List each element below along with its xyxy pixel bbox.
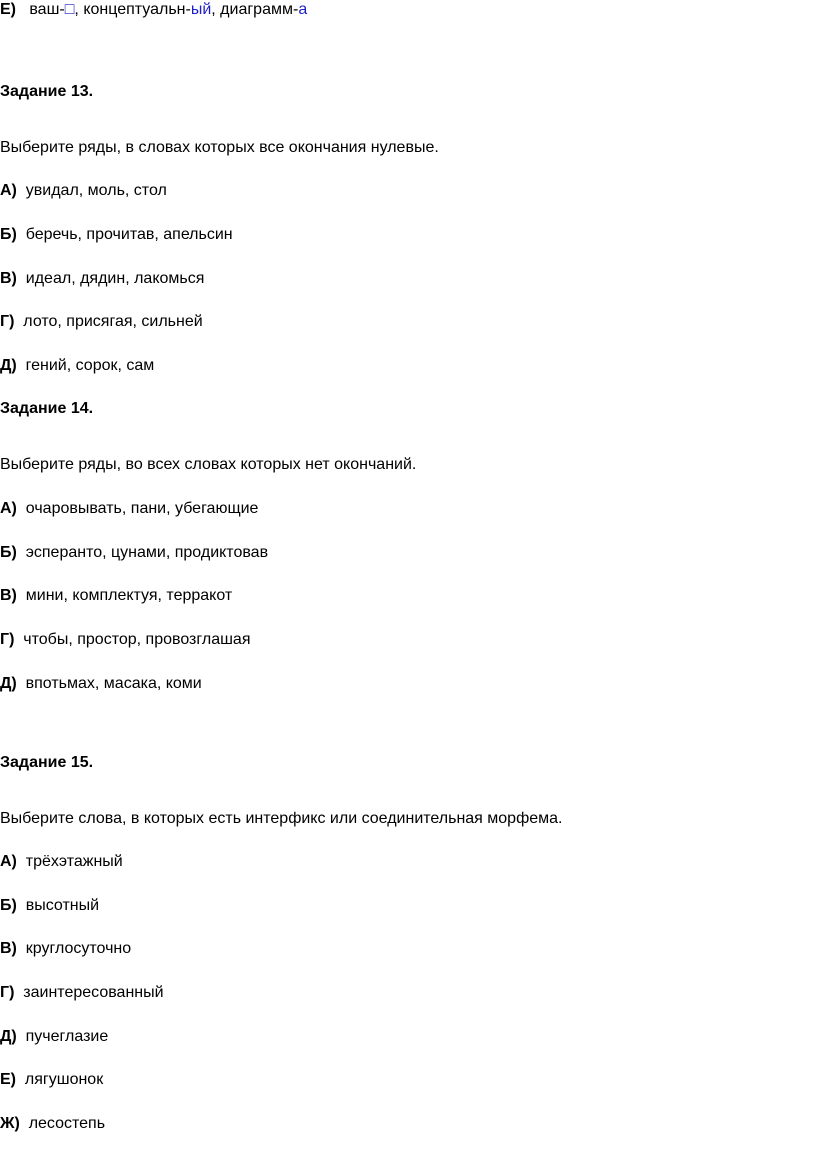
task-13-option [0,269,204,289]
task-13-option [0,356,154,376]
task-15-option [0,1027,108,1047]
option-letter: Г) [0,984,15,1001]
option-letter: Е) [0,1,16,18]
task-15-title: Задание 15. [0,754,94,771]
option-text: пучеглазие [25,1028,109,1045]
task-15-question: Выберите слова, в которых есть интерфикс или соединительная морфема. [0,810,563,827]
option-text: лесостепь [28,1115,106,1132]
separator: , [211,1,221,18]
option-letter: Б) [0,897,17,914]
task-14-title: Задание 14. [0,400,94,417]
task-14-option [0,586,232,606]
task-14-option [0,543,268,563]
separator: , [74,1,84,18]
option-letter: Б) [0,544,17,561]
word-stem: концептуальн- [83,1,191,18]
option-letter: Д) [0,675,17,692]
word-ending: □ [64,1,75,18]
option-letter: Ж) [0,1115,20,1132]
option-text: впотьмах, масака, коми [25,675,202,692]
task-15-option [0,1070,103,1090]
option-text: мини, комплектуя, терракот [25,587,233,604]
task-15-option [0,939,131,959]
option-letter: Е) [0,1071,16,1088]
task-14-option [0,499,258,519]
option-text: гений, сорок, сам [25,357,155,374]
option-text: высотный [25,897,100,914]
option-text: трёхэтажный [25,853,123,870]
option-letter: Д) [0,1028,17,1045]
task-15-option [0,896,99,916]
word-ending: ый [190,1,212,18]
option-text: круглосуточно [25,940,132,957]
task-15-option [0,1114,105,1134]
top-option-line [0,0,307,20]
option-text: идеал, дядин, лакомься [25,270,205,287]
option-text: лото, присягая, сильней [23,313,203,330]
task-14-option [0,674,202,694]
task-13-option [0,312,203,332]
option-letter: В) [0,940,17,957]
option-letter: Г) [0,313,15,330]
option-letter: Д) [0,357,17,374]
option-text: беречь, прочитав, апельсин [25,226,233,243]
option-letter: А) [0,853,17,870]
option-letter: Г) [0,631,15,648]
word-stem: диаграмм- [220,1,299,18]
task-13-option [0,225,233,245]
option-text: заинтересованный [23,984,164,1001]
option-text: лягушонок [24,1071,104,1088]
option-letter: А) [0,500,17,517]
task-15-option [0,983,164,1003]
option-text: чтобы, простор, провозглашая [23,631,251,648]
option-text: эсперанто, цунами, продиктовав [25,544,269,561]
word-ending: а [298,1,308,18]
word-stem: ваш- [29,1,65,18]
task-15-option [0,852,123,872]
task-14-question: Выберите ряды, во всех словах которых нет окончаний. [0,456,417,473]
task-14-option [0,630,250,650]
task-13-option [0,181,167,201]
task-13-title: Задание 13. [0,83,94,100]
option-letter: Б) [0,226,17,243]
option-text: очаровывать, пани, убегающие [25,500,259,517]
option-text: увидал, моль, стол [25,182,167,199]
option-letter: В) [0,587,17,604]
option-letter: В) [0,270,17,287]
option-letter: А) [0,182,17,199]
task-13-question: Выберите ряды, в словах которых все окончания нулевые. [0,139,439,156]
